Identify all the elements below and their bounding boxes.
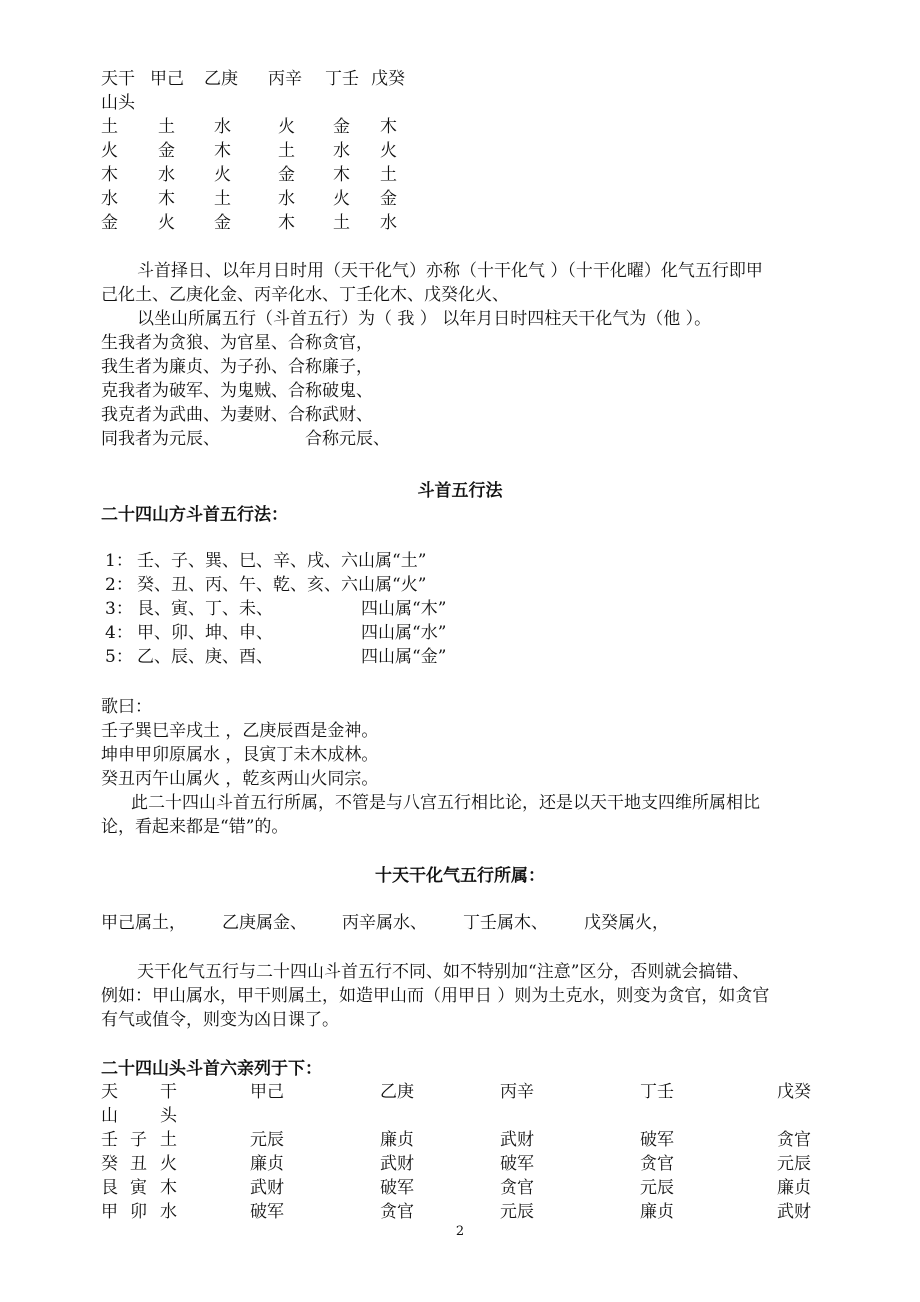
table2-cell: 廉贞: [250, 1154, 284, 1174]
table1-cell: 火: [380, 141, 397, 161]
stem-transform-item: 乙庚属金、: [222, 913, 307, 933]
table2-row-label: 壬: [101, 1130, 118, 1150]
table2-row-label: 木: [160, 1178, 177, 1198]
paragraph-line: 有气或值令，则变为凶日课了。: [101, 1010, 339, 1030]
stem-transform-item: 丙辛属水、: [342, 913, 427, 933]
table1-cell: 火: [101, 141, 118, 161]
table2-cell: 廉贞: [640, 1202, 674, 1222]
intro-paragraph-line: 斗首择日、以年月日时用（天干化气）亦称（十干化气 ）（十干化曜）化气五行即甲: [137, 261, 763, 281]
list-item-group: 四山属“水”: [361, 623, 447, 643]
table2-cell: 元辰: [640, 1178, 674, 1198]
table1-cell: 水: [333, 141, 350, 161]
paragraph-line: 天干化气五行与二十四山斗首五行不同、如不特别加“注意”区分，否则就会搞错、: [137, 962, 750, 982]
list-item-group: 四山属“木”: [361, 599, 447, 619]
song-line: 壬子巽巳辛戌土 ，乙庚辰酉是金神。: [101, 721, 379, 741]
table2-column-header: 戊癸: [777, 1082, 811, 1102]
table2-row-label: 水: [160, 1202, 177, 1222]
table2-cell: 元辰: [500, 1202, 534, 1222]
table1-header-cell: 乙庚: [204, 69, 238, 89]
table2-cell: 贪官: [777, 1130, 811, 1150]
table1-cell: 金: [278, 165, 295, 185]
list-number: 5：: [105, 647, 133, 667]
table1-cell: 木: [101, 165, 118, 185]
intro-paragraph-line: 己化土、乙庚化金、丙辛化水、丁壬化木、戊癸化火、: [101, 285, 509, 305]
table2-row-label: 癸: [101, 1154, 118, 1174]
relation-line: 生我者为贪狼、为官星、合称贪官，: [101, 333, 373, 353]
table1-header-sub: 山头: [101, 93, 135, 113]
relation-line: 克我者为破军、为鬼贼、合称破鬼、: [101, 381, 373, 401]
paragraph-line: 例如：甲山属水，甲干则属土，如造甲山而（用甲日 ）则为土克水，则变为贪官，如贪官: [101, 986, 770, 1006]
table1-header-cell: 甲己: [150, 69, 184, 89]
table1-cell: 金: [333, 117, 350, 137]
stem-transform-item: 戊癸属火，: [584, 913, 669, 933]
section-title: 十天干化气五行所属：: [375, 866, 545, 886]
relation-line: 我克者为武曲、为妻财、合称武财、: [101, 405, 373, 425]
table2-row-label: 丑: [130, 1154, 147, 1174]
table1-header-cell: 天干: [101, 69, 135, 89]
song-line: 癸丑丙午山属火 ，乾亥两山火同宗。: [101, 769, 379, 789]
relation-line: 合称元辰、: [305, 429, 390, 449]
table1-cell: 金: [380, 189, 397, 209]
table1-cell: 土: [101, 117, 118, 137]
table2-row-label: 火: [160, 1154, 177, 1174]
table2-cell: 廉贞: [380, 1130, 414, 1150]
table1-cell: 水: [214, 117, 231, 137]
table1-cell: 土: [278, 141, 295, 161]
table1-header-cell: 丙辛: [268, 69, 302, 89]
section-title: 斗首五行法: [417, 481, 503, 501]
table1-cell: 土: [214, 189, 231, 209]
section-subtitle: 二十四山方斗首五行法：: [101, 505, 288, 525]
table2-cell: 武财: [777, 1202, 811, 1222]
list-item-group: 四山属“金”: [361, 647, 447, 667]
list-number: 1：: [105, 551, 133, 571]
table2-title: 二十四山头斗首六亲列于下：: [101, 1059, 322, 1079]
table2-header-label: 山: [101, 1106, 118, 1126]
table1-cell: 土: [158, 117, 175, 137]
table2-cell: 贪官: [380, 1202, 414, 1222]
table2-row-label: 寅: [130, 1178, 147, 1198]
table1-cell: 水: [101, 189, 118, 209]
table1-cell: 金: [214, 213, 231, 233]
stem-transform-item: 丁壬属木、: [463, 913, 548, 933]
table2-column-header: 丙辛: [500, 1082, 534, 1102]
table1-cell: 木: [158, 189, 175, 209]
song-line: 坤申甲卯原属水 ，艮寅丁未木成林。: [101, 745, 379, 765]
table2-row-label: 艮: [101, 1178, 118, 1198]
table2-cell: 武财: [380, 1154, 414, 1174]
list-item: 壬、子、巽、巳、辛、戌、六山属“土”: [137, 551, 427, 571]
table2-cell: 武财: [250, 1178, 284, 1198]
table1-cell: 水: [158, 165, 175, 185]
table1-cell: 土: [380, 165, 397, 185]
table1-cell: 金: [158, 141, 175, 161]
list-number: 3：: [105, 599, 133, 619]
table1-cell: 水: [278, 189, 295, 209]
table1-header-cell: 丁壬: [325, 69, 359, 89]
table1-cell: 木: [380, 117, 397, 137]
table2-column-header: 丁壬: [640, 1082, 674, 1102]
table2-cell: 贪官: [640, 1154, 674, 1174]
table2-row-label: 卯: [130, 1202, 147, 1222]
table1-cell: 木: [333, 165, 350, 185]
table2-cell: 元辰: [250, 1130, 284, 1150]
table1-cell: 火: [158, 213, 175, 233]
list-item: 甲、卯、坤、申、: [137, 623, 273, 643]
list-number: 2：: [105, 575, 133, 595]
table2-column-header: 乙庚: [380, 1082, 414, 1102]
list-item: 乙、辰、庚、酉、: [137, 647, 273, 667]
table2-cell: 破军: [640, 1130, 674, 1150]
table2-row-label: 子: [130, 1130, 147, 1150]
page-number: 2: [455, 1224, 465, 1239]
note-line: 此二十四山斗首五行所属，不管是与八宫五行相比论，还是以天干地支四维所属相比: [131, 793, 760, 813]
table1-header-cell: 戊癸: [371, 69, 405, 89]
table2-column-header: 甲己: [250, 1082, 284, 1102]
table2-cell: 元辰: [777, 1154, 811, 1174]
intro-paragraph-line: 以坐山所属五行（斗首五行）为（ 我 ） 以年月日时四柱天干化气为（他 ）。: [137, 309, 712, 329]
table1-cell: 水: [380, 213, 397, 233]
table1-cell: 木: [278, 213, 295, 233]
list-item: 艮、寅、丁、未、: [137, 599, 273, 619]
table2-cell: 武财: [500, 1130, 534, 1150]
table1-cell: 金: [101, 213, 118, 233]
table2-row-label: 土: [160, 1130, 177, 1150]
list-number: 4：: [105, 623, 133, 643]
table2-header-label: 头: [160, 1106, 177, 1126]
table2-cell: 廉贞: [777, 1178, 811, 1198]
relation-line: 我生者为廉贞、为子孙、合称廉子，: [101, 357, 373, 377]
stem-transform-item: 甲己属土，: [101, 913, 186, 933]
table2-header-label: 干: [160, 1082, 177, 1102]
list-item: 癸、丑、丙、午、乾、亥、六山属“火”: [137, 575, 427, 595]
table1-cell: 火: [333, 189, 350, 209]
table2-cell: 贪官: [500, 1178, 534, 1198]
table2-cell: 破军: [250, 1202, 284, 1222]
table2-cell: 破军: [500, 1154, 534, 1174]
song-title: 歌曰：: [101, 697, 152, 717]
relation-line: 同我者为元辰、: [101, 429, 220, 449]
note-line: 论，看起来都是“错”的。: [101, 817, 289, 837]
table2-header-label: 天: [101, 1082, 118, 1102]
table2-cell: 破军: [380, 1178, 414, 1198]
table1-cell: 火: [214, 165, 231, 185]
table1-cell: 土: [333, 213, 350, 233]
table1-cell: 木: [214, 141, 231, 161]
table1-cell: 火: [278, 117, 295, 137]
table2-row-label: 甲: [101, 1202, 118, 1222]
